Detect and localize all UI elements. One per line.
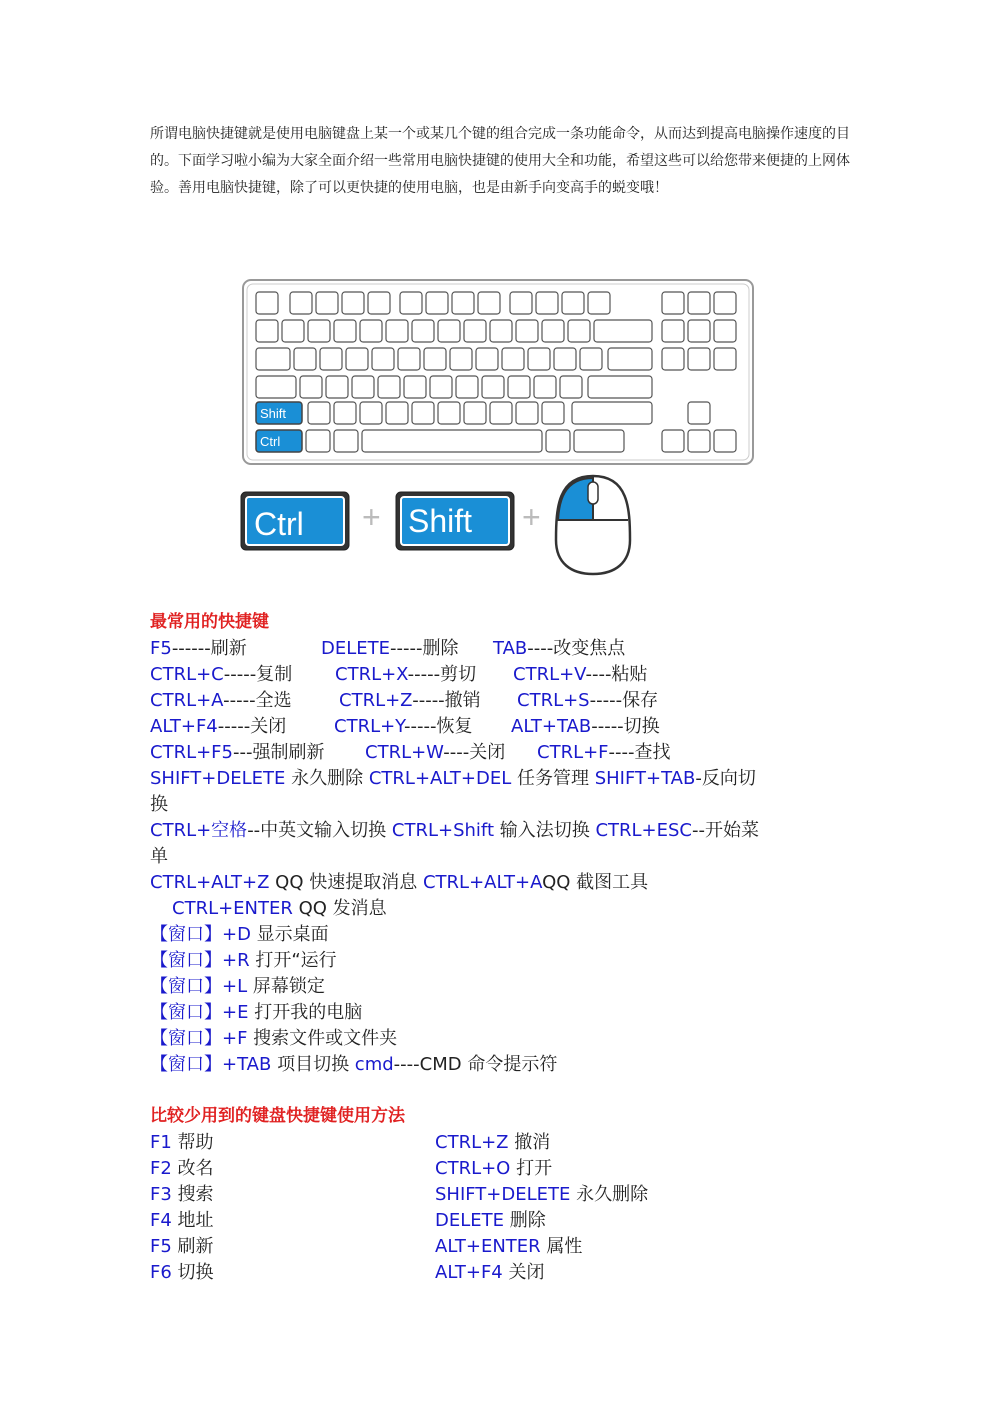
key: [282, 320, 304, 342]
key: [342, 292, 364, 314]
key: [588, 292, 610, 314]
key: [306, 430, 330, 452]
key: [320, 348, 342, 370]
key: [256, 376, 296, 398]
key: [398, 348, 420, 370]
rare-shortcut-item: F5 刷新: [150, 1236, 214, 1257]
key: [456, 376, 478, 398]
shortcut-item: CTRL+A-----全选: [150, 690, 292, 711]
key: [362, 430, 542, 452]
shortcut-row-6: SHIFT+DELETE 永久删除 CTRL+ALT+DEL 任务管理 SHIFT+TAB-反向切: [150, 768, 756, 789]
key: [572, 402, 652, 424]
key: [326, 376, 348, 398]
shortcut-row-7-wrap: 单: [150, 846, 168, 867]
shortcut-item: CTRL+F----查找: [537, 742, 671, 763]
key: [688, 430, 710, 452]
shortcut-row-6-wrap: 换: [150, 794, 168, 815]
key: [478, 292, 500, 314]
key: [290, 292, 312, 314]
key: [476, 348, 498, 370]
key: [502, 348, 524, 370]
windows-shortcut-item: 【窗口】+L 屏幕锁定: [150, 976, 325, 997]
key: [516, 320, 538, 342]
key: [714, 430, 736, 452]
section2-title: 比较少用到的键盘快捷键使用方法: [150, 1106, 405, 1126]
big-ctrl-label: Ctrl: [254, 506, 304, 542]
rare-shortcut-item: CTRL+Z 撤消: [435, 1132, 551, 1153]
key: [554, 348, 576, 370]
key: [580, 348, 602, 370]
key: [662, 348, 684, 370]
key: [334, 402, 356, 424]
key: [334, 320, 356, 342]
key: [542, 320, 564, 342]
key: [594, 320, 652, 342]
key: [662, 292, 684, 314]
ctrl-key-label: Ctrl: [260, 434, 281, 449]
key: [372, 348, 394, 370]
rare-shortcut-item: SHIFT+DELETE 永久删除: [435, 1184, 649, 1205]
key: [464, 320, 486, 342]
key: [562, 292, 584, 314]
key: [482, 376, 504, 398]
key: [662, 430, 684, 452]
key: [688, 292, 710, 314]
shortcut-item: CTRL+F5---强制刷新: [150, 742, 325, 763]
windows-shortcut-item: 【窗口】+R 打开“运行: [150, 950, 337, 971]
key: [256, 292, 278, 314]
key: [404, 376, 426, 398]
key: [528, 348, 550, 370]
shortcut-row-last: 【窗口】+TAB 项目切换 cmd----CMD 命令提示符: [150, 1054, 558, 1075]
key: [490, 402, 512, 424]
shortcut-row-7: CTRL+空格--中英文输入切换 CTRL+Shift 输入法切换 CTRL+ESC--开始菜: [150, 820, 760, 841]
shortcut-row-9: CTRL+ENTER QQ 发消息: [172, 898, 387, 919]
key: [588, 376, 652, 398]
rare-shortcut-item: ALT+F4 关闭: [435, 1262, 545, 1283]
key: [334, 430, 358, 452]
key: [294, 348, 316, 370]
big-shift-label: Shift: [408, 503, 473, 539]
key: [438, 402, 460, 424]
rare-shortcut-item: F1 帮助: [150, 1132, 214, 1153]
rare-shortcut-item: ALT+ENTER 属性: [435, 1236, 583, 1257]
key: [714, 348, 736, 370]
shortcut-item: TAB----改变焦点: [493, 638, 626, 659]
intro-paragraph: 所谓电脑快捷键就是使用电脑键盘上某一个或某几个键的组合完成一条功能命令，从而达到提高电脑操作速度的目的。下面学习啦小编为大家全面介绍一些常用电脑快捷键的使用大全和功能，希望这些可以给您带来便捷的上网体验。善用电脑快捷键，除了可以更快捷的使用电脑，也是由新手向变高手的蜕变哦！: [150, 126, 850, 196]
key: [510, 292, 532, 314]
windows-shortcut-item: 【窗口】+E 打开我的电脑: [150, 1002, 363, 1023]
key: [256, 320, 278, 342]
key: [608, 348, 652, 370]
key: [688, 402, 710, 424]
rare-shortcut-item: CTRL+O 打开: [435, 1158, 553, 1179]
rare-shortcut-item: F2 改名: [150, 1158, 214, 1179]
key: [688, 320, 710, 342]
shortcut-item: F5------刷新: [150, 638, 247, 659]
key: [560, 376, 582, 398]
mouse-icon: [556, 476, 630, 574]
shortcut-item: CTRL+Z-----撤销: [339, 690, 481, 711]
key: [516, 402, 538, 424]
key: [424, 348, 446, 370]
key: [256, 348, 290, 370]
key: [412, 402, 434, 424]
key: [412, 320, 434, 342]
section1-title: 最常用的快捷键: [150, 612, 269, 632]
key: [546, 430, 570, 452]
key: [450, 348, 472, 370]
shift-key-label: Shift: [260, 406, 287, 421]
key: [360, 402, 382, 424]
shortcut-item: ALT+TAB-----切换: [511, 716, 660, 737]
key: [534, 376, 556, 398]
key: [574, 430, 624, 452]
key: [360, 320, 382, 342]
key: [688, 348, 710, 370]
key: [346, 348, 368, 370]
shortcut-item: CTRL+X-----剪切: [335, 664, 477, 685]
rare-shortcut-item: F4 地址: [150, 1210, 214, 1231]
key: [386, 402, 408, 424]
key: [426, 292, 448, 314]
key: [508, 376, 530, 398]
key: [536, 292, 558, 314]
key: [662, 320, 684, 342]
key: [430, 376, 452, 398]
shortcut-item: DELETE-----删除: [321, 638, 459, 659]
key: [452, 292, 474, 314]
key: [308, 402, 330, 424]
key: [352, 376, 374, 398]
key: [378, 376, 400, 398]
rare-shortcut-item: F3 搜索: [150, 1184, 214, 1205]
key: [368, 292, 390, 314]
shortcut-item: CTRL+S-----保存: [517, 690, 659, 711]
key: [386, 320, 408, 342]
plus-sign-1: +: [362, 499, 381, 535]
shortcut-item: CTRL+C-----复制: [150, 664, 293, 685]
rare-shortcut-item: F6 切换: [150, 1262, 214, 1283]
key: [714, 292, 736, 314]
key: [300, 376, 322, 398]
key: [438, 320, 460, 342]
key: [400, 292, 422, 314]
rare-shortcut-item: DELETE 删除: [435, 1210, 546, 1231]
shortcut-item: ALT+F4-----关闭: [150, 716, 287, 737]
key: [714, 320, 736, 342]
windows-shortcut-item: 【窗口】+F 搜索文件或文件夹: [150, 1028, 398, 1049]
key: [490, 320, 512, 342]
plus-sign-2: +: [522, 499, 541, 535]
shortcut-row-8: CTRL+ALT+Z QQ 快速提取消息 CTRL+ALT+AQQ 截图工具: [150, 872, 649, 893]
keyboard-illustration: [238, 278, 758, 578]
key: [464, 402, 486, 424]
windows-shortcut-item: 【窗口】+D 显示桌面: [150, 924, 329, 945]
key: [316, 292, 338, 314]
shortcut-item: CTRL+W----关闭: [365, 742, 506, 763]
shortcut-item: CTRL+Y-----恢复: [334, 716, 473, 737]
shortcut-item: CTRL+V----粘贴: [513, 664, 648, 685]
key: [542, 402, 564, 424]
key: [308, 320, 330, 342]
key: [568, 320, 590, 342]
